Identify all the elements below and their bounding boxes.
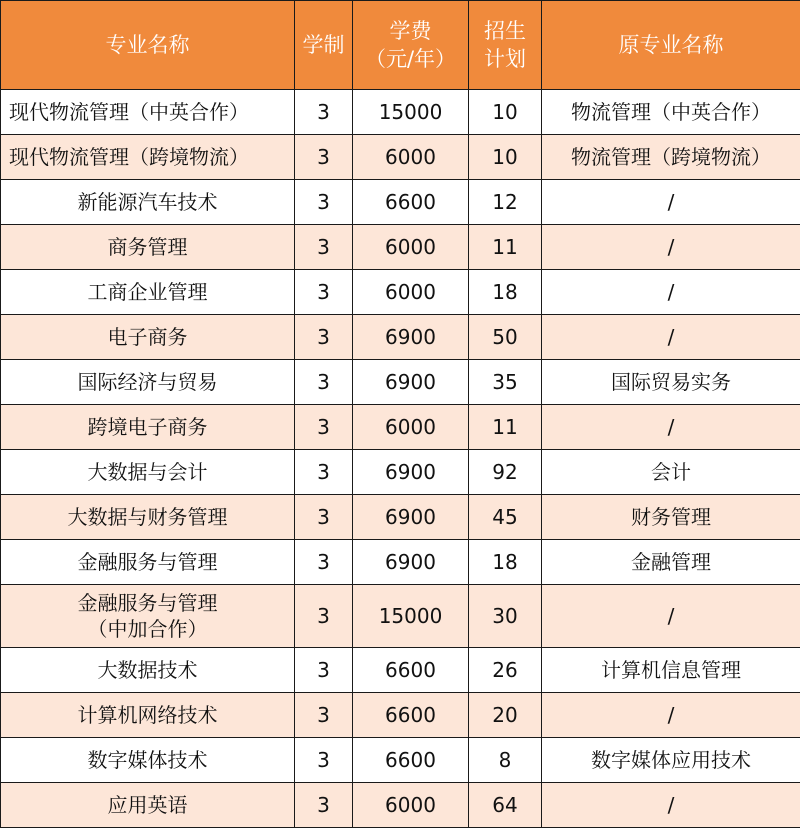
cell-years: 3 — [295, 90, 353, 135]
cell-enrollment-plan: 20 — [469, 693, 542, 738]
cell-tuition: 6600 — [353, 693, 469, 738]
table-row — [1, 315, 800, 360]
cell-years: 3 — [295, 495, 353, 540]
cell-original-major-name: / — [542, 405, 800, 450]
cell-original-major-name: / — [542, 693, 800, 738]
cell-major-name: 数字媒体技术 — [1, 738, 295, 783]
table-row — [1, 405, 800, 450]
cell-major-name: 计算机网络技术 — [1, 693, 295, 738]
header-major-name: 专业名称 — [1, 1, 295, 90]
table-row — [1, 738, 800, 783]
cell-years: 3 — [295, 135, 353, 180]
cell-years: 3 — [295, 738, 353, 783]
cell-enrollment-plan: 18 — [469, 270, 542, 315]
cell-enrollment-plan: 26 — [469, 648, 542, 693]
cell-major-name: 商务管理 — [1, 225, 295, 270]
cell-major-name: 大数据与会计 — [1, 450, 295, 495]
cell-tuition: 6000 — [353, 783, 469, 828]
cell-years: 3 — [295, 315, 353, 360]
table-row — [1, 585, 800, 648]
cell-years: 3 — [295, 360, 353, 405]
header-tuition: 学费 （元/年） — [353, 1, 469, 90]
cell-original-major-name: / — [542, 180, 800, 225]
cell-enrollment-plan: 45 — [469, 495, 542, 540]
table-row — [1, 360, 800, 405]
cell-years: 3 — [295, 180, 353, 225]
cell-tuition: 6600 — [353, 648, 469, 693]
table-row — [1, 495, 800, 540]
table-row — [1, 225, 800, 270]
cell-years: 3 — [295, 693, 353, 738]
cell-enrollment-plan: 12 — [469, 180, 542, 225]
table-row — [1, 270, 800, 315]
table-row — [1, 90, 800, 135]
table-row — [1, 135, 800, 180]
table-row — [1, 450, 800, 495]
cell-original-major-name: 物流管理（跨境物流） — [542, 135, 800, 180]
cell-years: 3 — [295, 270, 353, 315]
cell-tuition: 6900 — [353, 540, 469, 585]
cell-tuition: 6000 — [353, 270, 469, 315]
cell-years: 3 — [295, 450, 353, 495]
cell-major-name: 现代物流管理（中英合作） — [1, 90, 295, 135]
cell-tuition: 6000 — [353, 405, 469, 450]
cell-major-name: 新能源汽车技术 — [1, 180, 295, 225]
table-row — [1, 180, 800, 225]
cell-enrollment-plan: 11 — [469, 225, 542, 270]
header-row — [1, 1, 800, 90]
cell-major-name: 国际经济与贸易 — [1, 360, 295, 405]
cell-enrollment-plan: 64 — [469, 783, 542, 828]
cell-original-major-name: 会计 — [542, 450, 800, 495]
table-row — [1, 693, 800, 738]
table-row — [1, 783, 800, 828]
cell-major-name: 金融服务与管理 — [1, 540, 295, 585]
cell-enrollment-plan: 10 — [469, 90, 542, 135]
cell-years: 3 — [295, 585, 353, 648]
cell-original-major-name: 金融管理 — [542, 540, 800, 585]
cell-original-major-name: / — [542, 270, 800, 315]
cell-original-major-name: 物流管理（中英合作） — [542, 90, 800, 135]
cell-original-major-name: 国际贸易实务 — [542, 360, 800, 405]
header-years: 学制 — [295, 1, 353, 90]
cell-enrollment-plan: 18 — [469, 540, 542, 585]
cell-years: 3 — [295, 225, 353, 270]
cell-tuition: 15000 — [353, 585, 469, 648]
cell-major-name: 现代物流管理（跨境物流） — [1, 135, 295, 180]
cell-major-name: 跨境电子商务 — [1, 405, 295, 450]
cell-enrollment-plan: 8 — [469, 738, 542, 783]
cell-enrollment-plan: 11 — [469, 405, 542, 450]
cell-major-name: 工商企业管理 — [1, 270, 295, 315]
cell-enrollment-plan: 50 — [469, 315, 542, 360]
cell-tuition: 15000 — [353, 90, 469, 135]
cell-original-major-name: 数字媒体应用技术 — [542, 738, 800, 783]
cell-years: 3 — [295, 648, 353, 693]
cell-original-major-name: / — [542, 315, 800, 360]
cell-major-name: 应用英语 — [1, 783, 295, 828]
cell-tuition: 6900 — [353, 360, 469, 405]
table-row — [1, 648, 800, 693]
cell-tuition: 6900 — [353, 450, 469, 495]
cell-tuition: 6000 — [353, 225, 469, 270]
cell-original-major-name: 计算机信息管理 — [542, 648, 800, 693]
cell-years: 3 — [295, 405, 353, 450]
cell-original-major-name: / — [542, 585, 800, 648]
cell-tuition: 6600 — [353, 180, 469, 225]
cell-tuition: 6900 — [353, 495, 469, 540]
cell-major-name: 大数据技术 — [1, 648, 295, 693]
cell-enrollment-plan: 10 — [469, 135, 542, 180]
header-enrollment-plan: 招生 计划 — [469, 1, 542, 90]
cell-original-major-name: / — [542, 225, 800, 270]
table-row — [1, 540, 800, 585]
cell-original-major-name: / — [542, 783, 800, 828]
cell-years: 3 — [295, 783, 353, 828]
cell-enrollment-plan: 30 — [469, 585, 542, 648]
cell-original-major-name: 财务管理 — [542, 495, 800, 540]
cell-tuition: 6900 — [353, 315, 469, 360]
cell-enrollment-plan: 92 — [469, 450, 542, 495]
cell-major-name: 电子商务 — [1, 315, 295, 360]
cell-enrollment-plan: 35 — [469, 360, 542, 405]
header-original-major-name: 原专业名称 — [542, 1, 800, 90]
cell-tuition: 6600 — [353, 738, 469, 783]
cell-major-name: 大数据与财务管理 — [1, 495, 295, 540]
cell-tuition: 6000 — [353, 135, 469, 180]
cell-years: 3 — [295, 540, 353, 585]
cell-major-name: 金融服务与管理 （中加合作） — [1, 585, 295, 648]
